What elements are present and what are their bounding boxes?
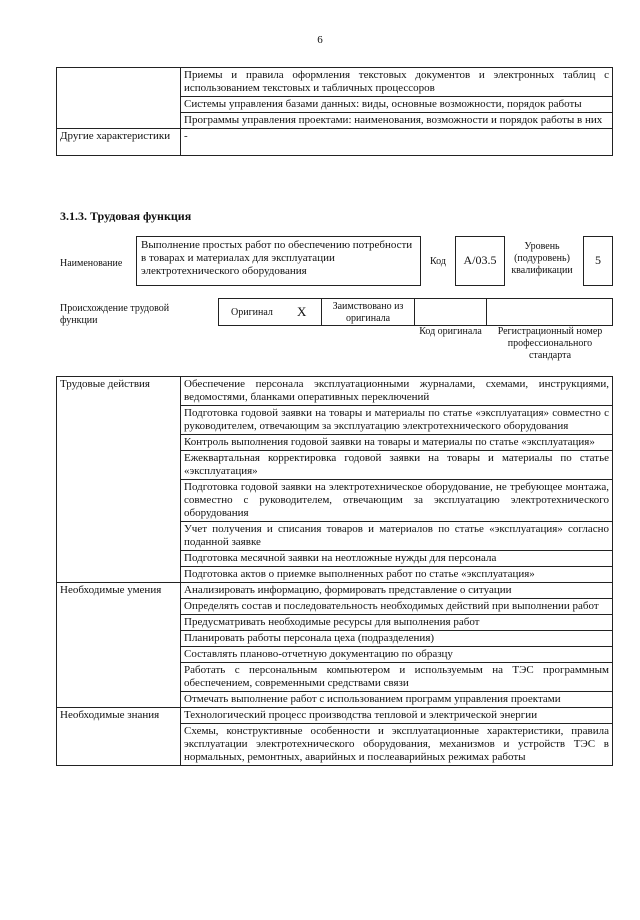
original-box bbox=[218, 298, 322, 326]
name-label: Наименование bbox=[60, 258, 123, 269]
row-label bbox=[57, 68, 181, 129]
table-cell: Составлять планово-отчетную документацию по образцу bbox=[181, 647, 613, 663]
top-continuation-table bbox=[56, 67, 613, 156]
group-label-knowledge: Необходимые знания bbox=[57, 708, 181, 766]
code-value: A/03.5 bbox=[463, 253, 497, 267]
group-label-skills: Необходимые умения bbox=[57, 583, 181, 708]
table-row bbox=[57, 583, 613, 599]
original-label: Оригинал bbox=[231, 307, 273, 318]
table-cell: Анализировать информацию, формировать представление о ситуации bbox=[181, 583, 613, 599]
reg-number-label: Регистрационный номер профессионального стандарта bbox=[497, 326, 603, 361]
borrowed-label: Заимствовано из оригинала bbox=[332, 301, 404, 324]
group-label-actions: Трудовые действия bbox=[57, 377, 181, 583]
reg-number-box bbox=[486, 298, 613, 326]
code-original-box bbox=[414, 298, 487, 326]
table-row bbox=[57, 708, 613, 724]
table-cell: Подготовка месячной заявки на неотложные нужды для персонала bbox=[181, 551, 613, 567]
table-cell: Технологический процесс производства тепловой и электрической энергии bbox=[181, 708, 613, 724]
table-cell: Ежеквартальная корректировка годовой заявки на товары и материалы по статье «эксплуатация» bbox=[181, 451, 613, 480]
table-row bbox=[57, 129, 613, 156]
section-title: 3.1.3. Трудовая функция bbox=[60, 209, 192, 223]
table-cell: Схемы, конструктивные особенности и эксплуатационные характеристики, правила эксплуатации электротехнического оборудования, механизмов и устройств ТЭС в нормальных, ремонтных, аварийных и послеаварийных режимах работы bbox=[181, 724, 613, 766]
table-cell: Работать с персональным компьютером и используемым на ТЭС программным обеспечением, современными средствами связи bbox=[181, 663, 613, 692]
table-cell: - bbox=[181, 129, 613, 156]
table-cell: Контроль выполнения годовой заявки на товары и материалы по статье «эксплуатация» bbox=[181, 435, 613, 451]
table-cell: Подготовка актов о приемке выполненных работ по статье «эксплуатация» bbox=[181, 567, 613, 583]
labor-function-table bbox=[56, 376, 613, 766]
table-cell: Планировать работы персонала цеха (подразделения) bbox=[181, 631, 613, 647]
code-value-box bbox=[455, 236, 505, 286]
table-cell: Обеспечение персонала эксплуатационными журналами, схемами, инструкциями, ведомостями, бланками оперативных переключений bbox=[181, 377, 613, 406]
origin-label: Происхождение трудовой функции bbox=[60, 303, 170, 326]
level-label: Уровень (подуровень) квалификации bbox=[511, 241, 573, 276]
borrowed-box bbox=[321, 298, 415, 326]
table-row bbox=[57, 68, 613, 97]
page-number: 6 bbox=[317, 34, 323, 46]
table-cell: Определять состав и последовательность необходимых действий при выполнении работ bbox=[181, 599, 613, 615]
original-mark: X bbox=[297, 304, 307, 319]
table-cell: Подготовка годовой заявки на электротехническое оборудование, не требующее монтажа, совместно с руководителем, отвечающим за эксплуатацию электротехнического оборудования bbox=[181, 480, 613, 522]
table-cell: Программы управления проектами: наименования, возможности и порядок работы в них bbox=[181, 113, 613, 129]
table-cell: Приемы и правила оформления текстовых документов и электронных таблиц с использованием текстовых и табличных процессоров bbox=[181, 68, 613, 97]
table-cell: Отмечать выполнение работ с использованием программ управления проектами bbox=[181, 692, 613, 708]
table-row bbox=[57, 377, 613, 406]
name-value: Выполнение простых работ по обеспечению потребности в товарах и материалах для эксплуатации электротехнического оборудования bbox=[141, 239, 413, 277]
level-value-box bbox=[583, 236, 613, 286]
name-value-box bbox=[136, 236, 421, 286]
table-cell: Предусматривать необходимые ресурсы для выполнения работ bbox=[181, 615, 613, 631]
level-value: 5 bbox=[595, 253, 601, 267]
table-cell: Системы управления базами данных: виды, основные возможности, порядок работы bbox=[181, 97, 613, 113]
row-label: Другие характеристики bbox=[57, 129, 181, 156]
table-cell: Учет получения и списания товаров и материалов по статье «эксплуатация» согласно поданной заявке bbox=[181, 522, 613, 551]
code-original-label: Код оригинала bbox=[419, 326, 482, 337]
code-label: Код bbox=[430, 256, 446, 267]
table-cell: Подготовка годовой заявки на товары и материалы по статье «эксплуатация» совместно с руководителем, отвечающим за эксплуатацию электротехнического оборудования bbox=[181, 406, 613, 435]
